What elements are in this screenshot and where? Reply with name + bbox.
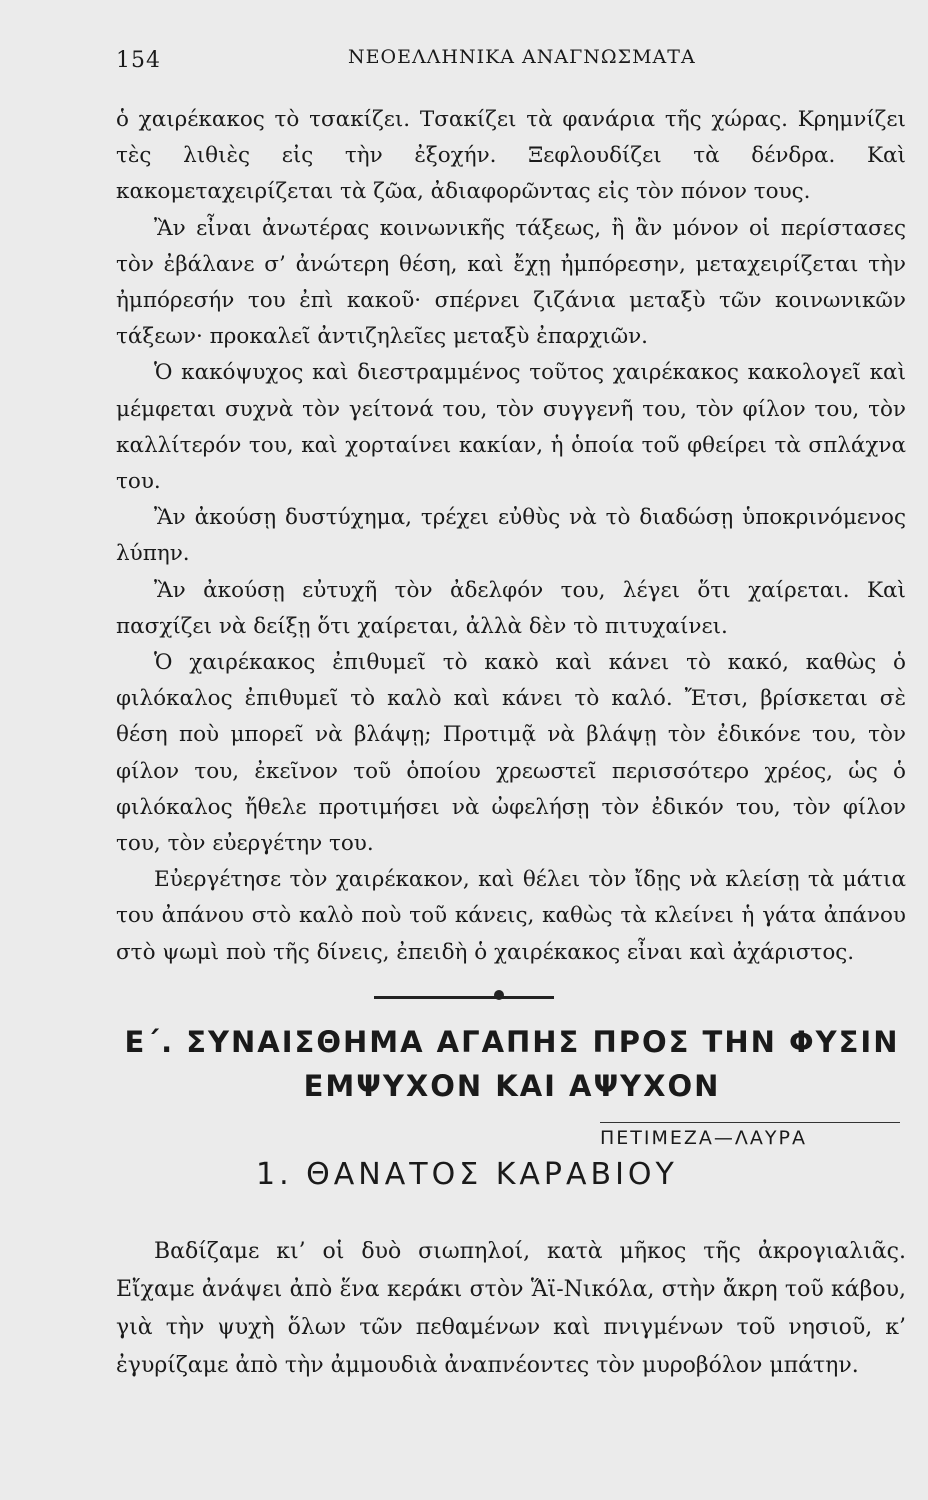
paragraph: Ἂν ἀκούσῃ εὐτυχῆ τὸν ἀδελφόν του, λέγει ὅτι χαίρεται. Καὶ πασχίζει νὰ δείξῃ ὅτι χαίρεται, ἀλλὰ δὲν τὸ πιτυχαίνει. <box>116 577 906 639</box>
running-title: ΝΕΟΕΛΛΗΝΙΚΑ ΑΝΑΓΝΩΣΜΑΤΑ <box>348 46 696 68</box>
author-name: ΠΕΤΙΜΕΖΑ—ΛΑΥΡΑ <box>600 1127 807 1149</box>
section-title-line: Ε΄. ΣΥΝΑΙΣΘΗΜΑ ΑΓΑΠΗΣ ΠΡΟΣ ΤΗΝ ΦΥΣΙΝ <box>124 1025 900 1059</box>
body-text <box>116 102 906 971</box>
paragraph: Εὐεργέτησε τὸν χαιρέκακον, καὶ θέλει τὸν ἴδῃς νὰ κλείσῃ τὰ μάτια του ἀπάνου στὸ καλὸ ποὺ τοῦ κάνεις, καθὼς τὰ κλείνει ἡ γάτα ἀπάνου στὸ ψωμὶ ποὺ τῆς δίνεις, ἐπειδὴ ὁ χαιρέκακος εἶναι καὶ ἀχάριστος. <box>116 867 906 965</box>
paragraph: Ἂν ἀκούσῃ δυστύχημα, τρέχει εὐθὺς νὰ τὸ διαδώσῃ ὑποκρινόμενος λύπην. <box>116 505 906 567</box>
author-rule <box>600 1122 900 1123</box>
chapter-title: 1. ΘΑΝΑΤΟΣ ΚΑΡΑΒΙΟΥ <box>256 1157 678 1192</box>
page-number: 154 <box>116 48 161 73</box>
section-title <box>112 1020 912 1108</box>
section-title-line: ΕΜΨΥΧΟΝ ΚΑΙ ΑΨΥΧΟΝ <box>303 1069 721 1103</box>
paragraph: Ὁ κακόψυχος καὶ διεστραμμένος τοῦτος χαιρέκακος κακολογεῖ καὶ μέμφεται συχνὰ τὸν γείτονά του, τὸν συγγενῆ του, τὸν φίλον του, τὸν καλλίτερόν του, καὶ χορταίνει κακίαν, ἡ ὁποία τοῦ φθείρει τὰ σπλάχνα του. <box>116 360 906 495</box>
divider-ornament <box>494 990 504 1000</box>
page-header <box>116 42 906 76</box>
paragraph: Ὁ χαιρέκακος ἐπιθυμεῖ τὸ κακὸ καὶ κάνει τὸ κακό, καθὼς ὁ φιλόκαλος ἐπιθυμεῖ τὸ καλὸ καὶ κάνει τὸ καλό. Ἔτσι, βρίσκεται σὲ θέση ποὺ μπορεῖ νὰ βλάψῃ; Προτιμᾷ νὰ βλάψῃ τὸν ἐδικόνε του, τὸν φίλον του, ἐκεῖνον τοῦ ὁποίου χρεωστεῖ περισσότερο χρέος, ὡς ὁ φιλόκαλος ἤθελε προτιμήσει νὰ ὠφελήσῃ τὸν ἐδικόν του, τὸν φίλον του, τὸν εὐεργέτην του. <box>116 650 906 857</box>
section-divider <box>374 996 554 999</box>
paragraph: Βαδίζαμε κι’ οἱ δυὸ σιωπηλοί, κατὰ μῆκος τῆς ἀκρογιαλιᾶς. Εἴχαμε ἀνάψει ἀπὸ ἕνα κεράκι στὸν Ἅϊ-Νικόλα, στὴν ἄκρη τοῦ κάβου, γιὰ τὴν ψυχὴ ὅλων τῶν πεθαμένων καὶ πνιγμένων τοῦ νησιοῦ, κ’ ἐγυρίζαμε ἀπὸ τὴν ἀμμουδιὰ ἀναπνέοντες τὸν μυροβόλον μπάτην. <box>116 1239 906 1378</box>
story-text <box>116 1233 906 1385</box>
paragraph: Ἂν εἶναι ἀνωτέρας κοινωνικῆς τάξεως, ἢ ἂν μόνον οἱ περίστασες τὸν ἐβάλανε σ’ ἀνώτερη θέση, καὶ ἔχῃ ἠμπόρεσην, μεταχειρίζεται τὴν ἠμπόρεσήν του ἐπὶ κακοῦ· σπέρνει ζιζάνια μεταξὺ τῶν κοινωνικῶν τάξεων· προκαλεῖ ἀντιζηλεῖες μεταξὺ ἐπαρχιῶν. <box>116 215 906 350</box>
paragraph: ὁ χαιρέκακος τὸ τσακίζει. Τσακίζει τὰ φανάρια τῆς χώρας. Κρημνίζει τὲς λιθιὲς εἰς τὴν ἐξοχήν. Ξεφλουδίζει τὰ δένδρα. Καὶ κακομεταχειρίζεται τὰ ζῶα, ἀδιαφορῶντας εἰς τὸν πόνον τους. <box>116 107 906 205</box>
